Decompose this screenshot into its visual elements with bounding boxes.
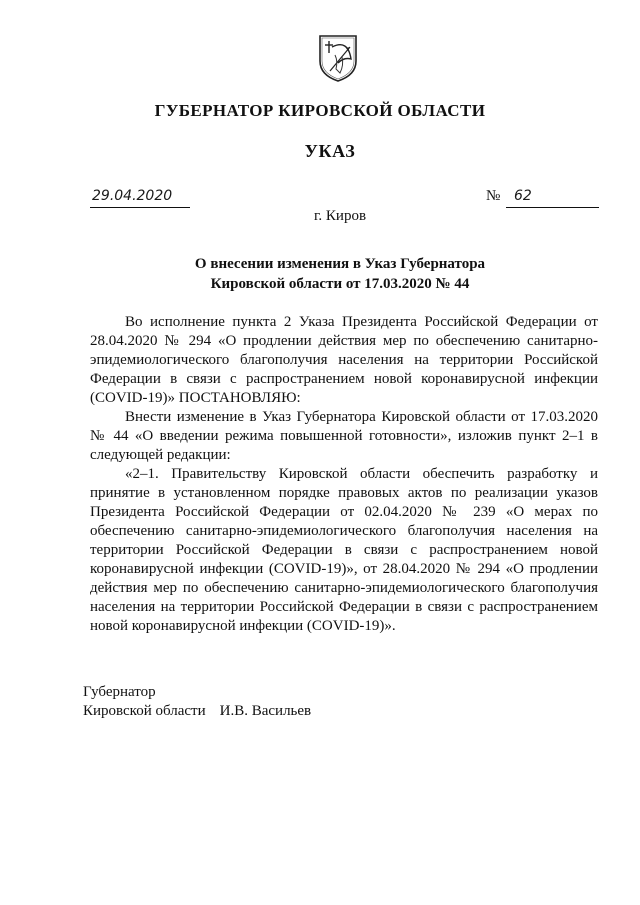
signer-title-region: Кировской области (83, 703, 206, 719)
body-paragraph-1: Во исполнение пункта 2 Указа Президента Российской Федерации от 28.04.2020 № 294 «О продлении действия мер по обеспечению санитарно-эпидемиологического благополучия населения на территории Российской Федерации в связи с распространением новой коронавирусной инфекции (COVID-19)» ПОСТАНОВЛЯЮ: (90, 314, 598, 406)
subject-line-1: О внесении изменения в Указ Губернатора (194, 256, 486, 272)
signer-title-line-1: Губернатор (83, 684, 156, 700)
signature-block (83, 683, 311, 721)
document-number: 62 (514, 188, 532, 204)
signer-name: И.В. Васильев (219, 703, 312, 719)
document-subject (0, 254, 640, 294)
authority-title: ГУБЕРНАТОР КИРОВСКОЙ ОБЛАСТИ (154, 101, 486, 120)
document-type: УКАЗ (304, 141, 356, 161)
number-sign: № (486, 188, 501, 204)
coat-of-arms-icon (318, 33, 358, 83)
body-paragraph-2: Внести изменение в Указ Губернатора Кировской области от 17.03.2020 № 44 «О введении режима повышенной готовности», изложив пункт 2–1 в следующей редакции: (90, 409, 598, 463)
body-paragraph-3: «2–1. Правительству Кировской области обеспечить разработку и принятие в установленном порядке правовых актов по реализации указов Президента Российской Федерации от 02.04.2020 № 239 «О мерах по обеспечению санитарно-эпидемиологического благополучия населения на территории Российской Федерации в связи с распространением новой коронавирусной инфекции (COVID-19)», от 28.04.2020 № 294 «О продлении действия мер по обеспечению санитарно-эпидемиологического благополучия населения на территории Российской Федерации в связи с распространением новой коронавирусной инфекции (COVID-19)». (90, 466, 598, 634)
signer-title-line-2 (83, 702, 311, 721)
city: г. Киров (313, 208, 367, 224)
document-body (90, 313, 598, 636)
document-date: 29.04.2020 (92, 188, 173, 204)
subject-line-2: Кировской области от 17.03.2020 № 44 (210, 276, 470, 292)
